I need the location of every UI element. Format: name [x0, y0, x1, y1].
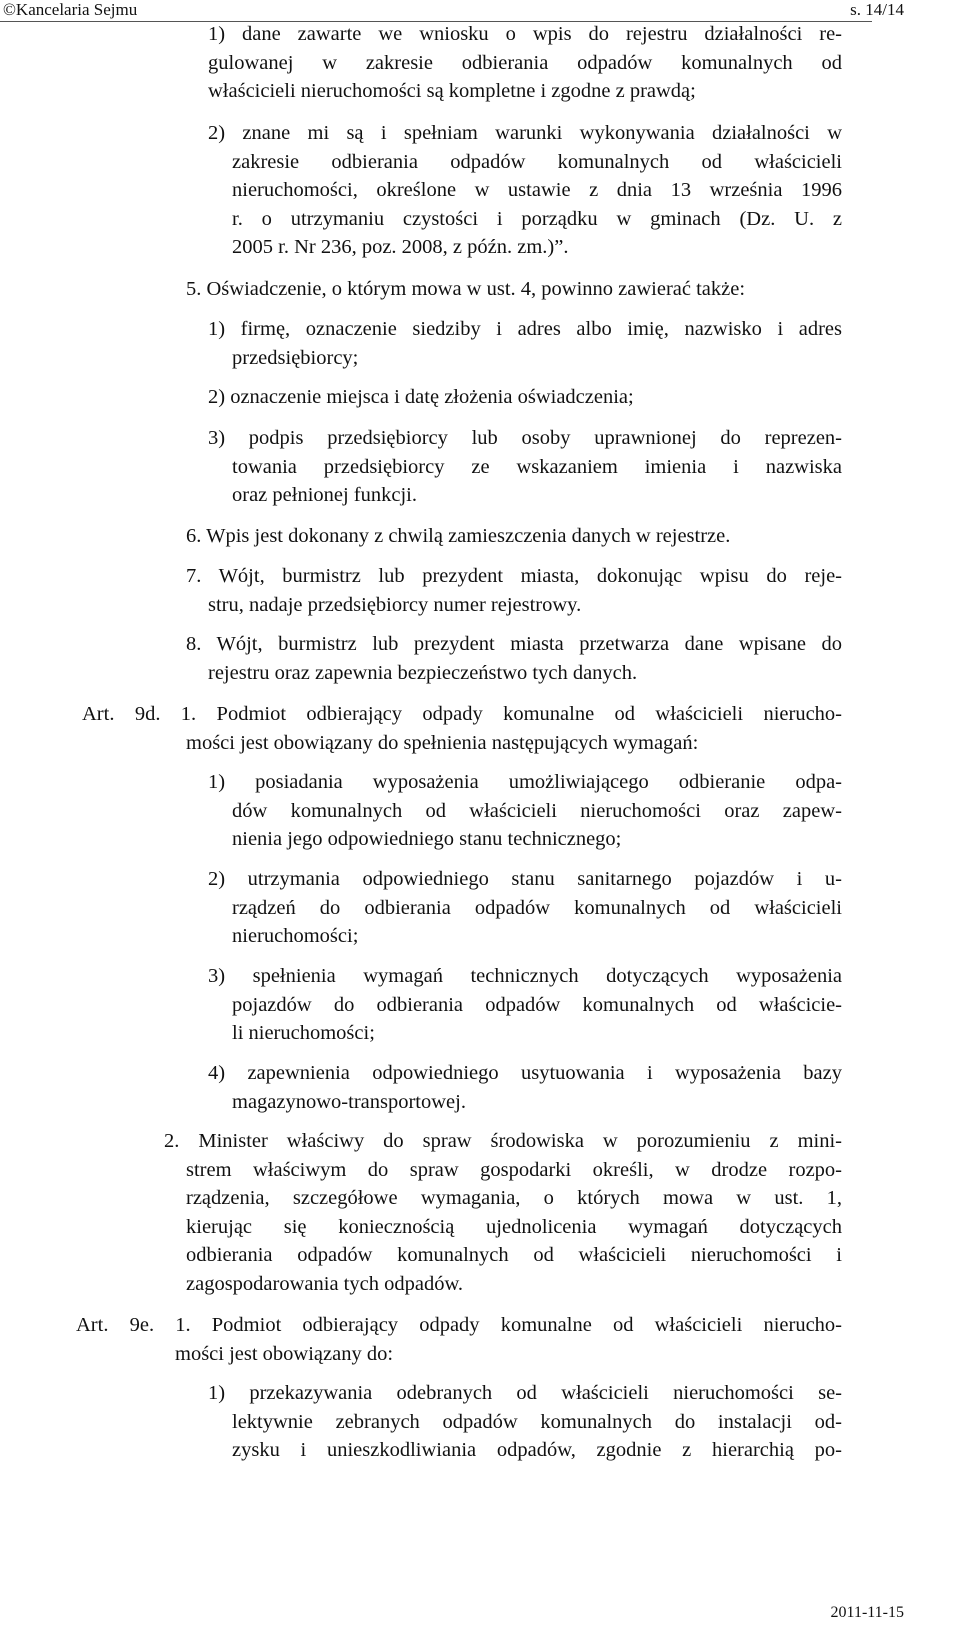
text-line: przedsiębiorcy;: [232, 346, 359, 369]
text-line: r. o utrzymaniu czystości i porządku w gminach (Dz. U. z: [232, 207, 842, 230]
paragraph-b13: [208, 962, 842, 1048]
text-line: mości jest obowiązany do spełnienia następujących wymagań:: [186, 731, 699, 754]
text-line: rejestru oraz zapewnia bezpieczeństwo tych danych.: [208, 661, 638, 684]
paragraph-b1: [208, 20, 842, 106]
text-line: Art. 9d. 1. Podmiot odbierający odpady komunalne od właścicieli nierucho-: [82, 703, 842, 725]
paragraph-b17: [208, 1379, 842, 1465]
copyright-label: ©Kancelaria Sejmu: [3, 0, 138, 19]
paragraph-b15: [164, 1127, 842, 1298]
paragraph-b9: [186, 630, 842, 687]
text-line: 2005 r. Nr 236, poz. 2008, z późn. zm.)”.: [232, 236, 569, 258]
document-date: 2011-11-15: [830, 1604, 904, 1621]
paragraph-b8: [186, 562, 842, 619]
text-line: 2. Minister właściwy do spraw środowiska w porozumieniu z mini-: [164, 1130, 842, 1152]
text-line: mości jest obowiązany do:: [175, 1342, 394, 1365]
text-line: 7. Wójt, burmistrz lub prezydent miasta, dokonując wpisu do reje-: [186, 565, 842, 587]
text-line: kierując się koniecznością ujednolicenia wymagań dotyczących: [186, 1215, 842, 1238]
text-line: 6. Wpis jest dokonany z chwilą zamieszczenia danych w rejestrze.: [186, 525, 731, 547]
paragraph-art-9e: [76, 1311, 842, 1368]
text-line: nieruchomości;: [232, 925, 359, 947]
text-line: 1) firmę, oznaczenie siedziby i adres albo imię, nazwisko i adres: [208, 318, 842, 340]
text-line: strem właściwym do spraw gospodarki określi, w drodze rozpo-: [186, 1158, 842, 1181]
text-line: rządzenia, szczegółowe wymagania, o których mowa w ust. 1,: [186, 1187, 842, 1209]
paragraph-b5: [208, 383, 842, 412]
text-line: lektywnie zebranych odpadów komunalnych do instalacji od-: [232, 1410, 842, 1433]
text-line: 2) oznaczenie miejsca i datę złożenia oświadczenia;: [208, 386, 634, 408]
text-line: nieruchomości, określone w ustawie z dnia 13 września 1996: [232, 179, 842, 201]
text-line: zakresie odbierania odpadów komunalnych od właścicieli: [232, 150, 842, 173]
text-line: towania przedsiębiorcy ze wskazaniem imienia i nazwiska: [232, 455, 842, 478]
paragraph-b2: [208, 119, 842, 262]
paragraph-b14: [208, 1059, 842, 1116]
text-line: rządzeń do odbierania odpadów komunalnych od właścicieli: [232, 896, 842, 919]
text-line: magazynowo-transportowej.: [232, 1090, 466, 1113]
text-line: li nieruchomości;: [232, 1022, 375, 1044]
text-line: 2) utrzymania odpowiedniego stanu sanitarnego pojazdów i u-: [208, 868, 842, 890]
text-line: oraz pełnionej funkcji.: [232, 484, 418, 506]
text-line: Art. 9e. 1. Podmiot odbierający odpady komunalne od właścicieli nierucho-: [76, 1314, 842, 1336]
paragraph-b6: [208, 424, 842, 510]
paragraph-b4: [208, 315, 842, 372]
text-line: 4) zapewnienia odpowiedniego usytuowania i wyposażenia bazy: [208, 1062, 842, 1084]
text-line: zysku i unieszkodliwiania odpadów, zgodnie z hierarchią po-: [232, 1439, 842, 1461]
paragraph-b7: [186, 522, 846, 551]
text-line: pojazdów do odbierania odpadów komunalnych od właścicie-: [232, 993, 842, 1016]
text-line: zagospodarowania tych odpadów.: [186, 1272, 464, 1295]
text-line: 1) posiadania wyposażenia umożliwiającego odbieranie odpa-: [208, 771, 842, 793]
paragraph-b3: [186, 275, 846, 304]
text-line: stru, nadaje przedsiębiorcy numer rejestrowy.: [208, 593, 582, 616]
text-line: 3) podpis przedsiębiorcy lub osoby uprawnionej do reprezen-: [208, 427, 842, 449]
paragraph-art-9d: [82, 700, 842, 757]
text-line: odbierania odpadów komunalnych od właścicieli nieruchomości i: [186, 1244, 842, 1266]
text-line: nienia jego odpowiedniego stanu technicznego;: [232, 828, 622, 850]
text-line: 1) dane zawarte we wniosku o wpis do rejestru działalności re-: [208, 23, 842, 45]
page-number: s. 14/14: [850, 0, 904, 19]
text-line: 8. Wójt, burmistrz lub prezydent miasta przetwarza dane wpisane do: [186, 633, 842, 655]
text-line: gulowanej w zakresie odbierania odpadów komunalnych od: [208, 51, 842, 74]
text-line: 3) spełnienia wymagań technicznych dotyczących wyposażenia: [208, 965, 842, 987]
paragraph-b12: [208, 865, 842, 951]
paragraph-b11: [208, 768, 842, 854]
text-line: 2) znane mi są i spełniam warunki wykonywania działalności w: [208, 122, 842, 144]
text-line: właścicieli nieruchomości są kompletne i zgodne z prawdą;: [208, 80, 696, 102]
text-line: 1) przekazywania odebranych od właścicieli nieruchomości se-: [208, 1382, 842, 1404]
text-line: dów komunalnych od właścicieli nieruchomości oraz zapew-: [232, 799, 842, 822]
text-line: 5. Oświadczenie, o którym mowa w ust. 4, powinno zawierać także:: [186, 278, 746, 300]
